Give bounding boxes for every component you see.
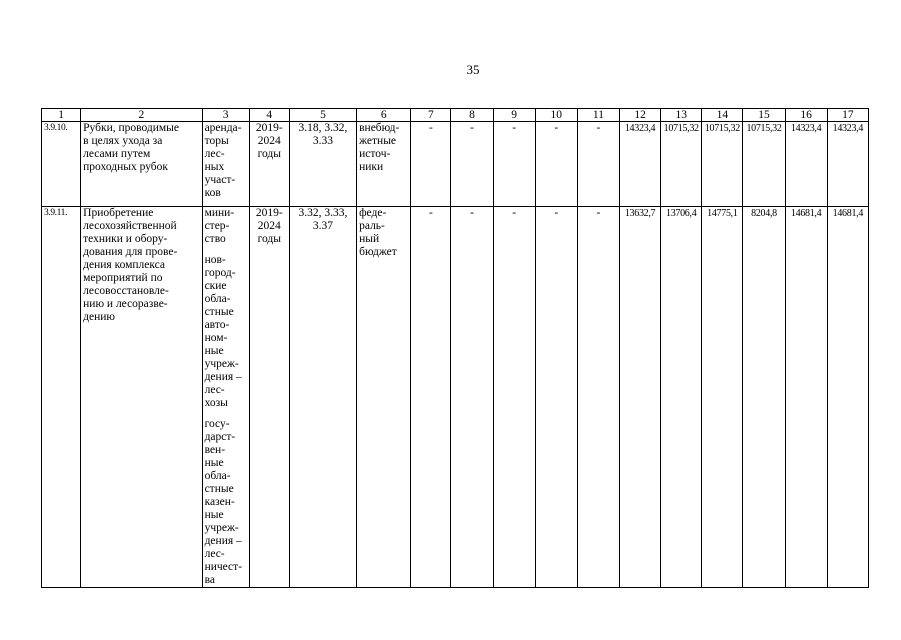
- header-cell-5: 5: [289, 109, 356, 122]
- value-col-7: -: [411, 207, 451, 588]
- row-number: 3.9.10.: [42, 122, 81, 207]
- header-cell-10: 10: [535, 109, 577, 122]
- header-cell-6: 6: [357, 109, 411, 122]
- target-indicators: 3.32, 3.33, 3.37: [289, 207, 356, 588]
- measure-name: Рубки, проводимые в целях ухода за лесами путем проходных рубок: [81, 122, 202, 207]
- header-cell-9: 9: [493, 109, 535, 122]
- value-col-14: 10715,32: [702, 122, 743, 207]
- value-col-8: -: [451, 207, 493, 588]
- period: 2019- 2024 годы: [249, 122, 289, 207]
- header-cell-2: 2: [81, 109, 202, 122]
- value-col-17: 14681,4: [827, 207, 868, 588]
- period: 2019- 2024 годы: [249, 207, 289, 588]
- executor-lesnichestva: госу- дарст- вен- ные обла- стные казен- ные учреж- дения – лес- ничест- ва: [204, 418, 243, 586]
- header-cell-4: 4: [249, 109, 289, 122]
- header-cell-14: 14: [702, 109, 743, 122]
- executor-leskhozy: нов- город- ские обла- стные авто- ном- ные учреж- дения – лес- хозы: [204, 254, 242, 409]
- header-cell-1: 1: [42, 109, 81, 122]
- header-cell-15: 15: [743, 109, 785, 122]
- page-number: 35: [466, 62, 480, 77]
- header-row: [42, 109, 869, 122]
- table-row: [42, 122, 869, 207]
- funding-source: феде- раль- ный бюджет: [357, 207, 411, 588]
- table-row: [42, 207, 869, 588]
- value-col-13: 10715,32: [661, 122, 702, 207]
- value-col-16: 14323,4: [785, 122, 827, 207]
- value-col-13: 13706,4: [661, 207, 702, 588]
- value-col-15: 10715,32: [743, 122, 785, 207]
- value-col-11: -: [577, 207, 619, 588]
- value-col-14: 14775,1: [702, 207, 743, 588]
- value-col-15: 8204,8: [743, 207, 785, 588]
- row-number: 3.9.11.: [42, 207, 81, 588]
- header-cell-13: 13: [661, 109, 702, 122]
- header-cell-3: 3: [202, 109, 249, 122]
- executor-ministry: мини- стер- ство: [204, 207, 235, 245]
- measure-name: Приобретение лесохозяйственной техники и обору- дования для прове- дения комплекса мероприятий по лесовосстановле- нию и лесоразве- дению: [81, 207, 202, 588]
- value-col-8: -: [451, 122, 493, 207]
- value-col-17: 14323,4: [827, 122, 868, 207]
- value-col-11: -: [577, 122, 619, 207]
- header-cell-12: 12: [620, 109, 661, 122]
- funding-source: внебюд- жетные источ- ники: [357, 122, 411, 207]
- header-cell-7: 7: [411, 109, 451, 122]
- executor: [202, 207, 249, 588]
- value-col-9: -: [493, 122, 535, 207]
- header-cell-16: 16: [785, 109, 827, 122]
- value-col-16: 14681,4: [785, 207, 827, 588]
- target-indicators: 3.18, 3.32, 3.33: [289, 122, 356, 207]
- value-col-12: 13632,7: [620, 207, 661, 588]
- value-col-10: -: [535, 122, 577, 207]
- header-cell-8: 8: [451, 109, 493, 122]
- header-cell-17: 17: [827, 109, 868, 122]
- value-col-9: -: [493, 207, 535, 588]
- value-col-7: -: [411, 122, 451, 207]
- executor: аренда- торы лес- ных участ- ков: [202, 122, 249, 207]
- value-col-12: 14323,4: [620, 122, 661, 207]
- program-table: [41, 108, 869, 588]
- value-col-10: -: [535, 207, 577, 588]
- header-cell-11: 11: [577, 109, 619, 122]
